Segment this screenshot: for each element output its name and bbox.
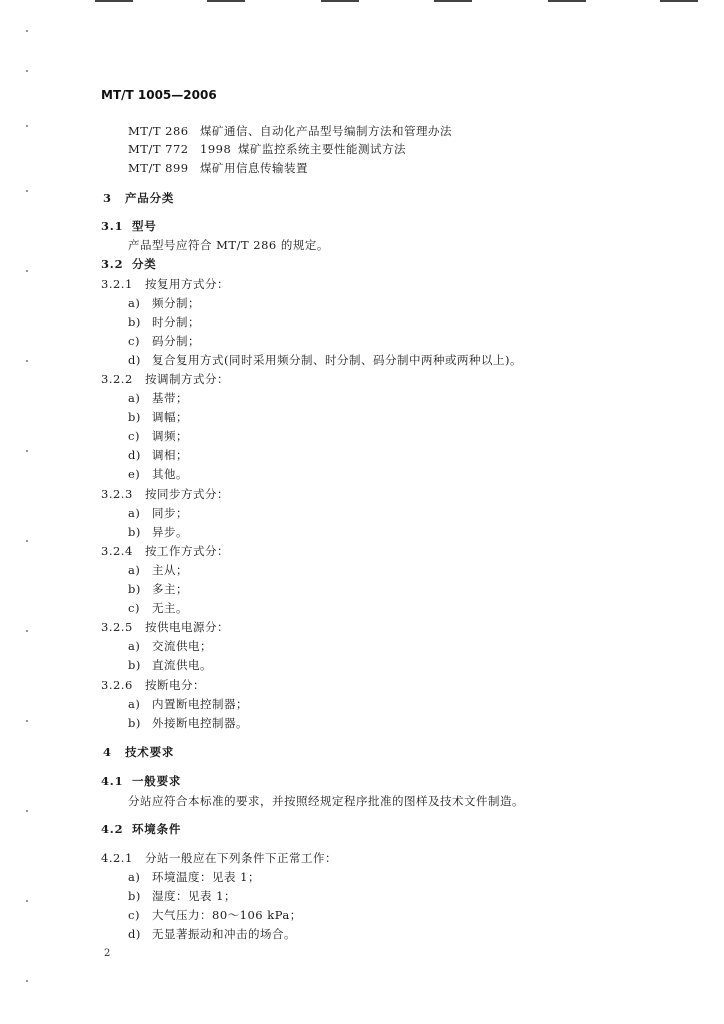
- section-3-2-4-heading: 3.2.4 按工作方式分：: [101, 544, 229, 558]
- list-item: b) 直流供电。: [128, 658, 212, 672]
- top-edge-mark-2: [207, 0, 245, 2]
- list-item: e) 其他。: [128, 467, 188, 481]
- list-item: b) 多主；: [128, 582, 188, 596]
- section-4-1-text: 分站应符合本标准的要求，并按照经规定程序批准的图样及技术文件制造。: [128, 794, 524, 808]
- ref-3: MT/T 899 煤矿用信息传输装置: [128, 161, 308, 175]
- list-item: a) 交流供电；: [128, 639, 212, 653]
- scan-margin-dots: [24, 30, 30, 1010]
- list-item: d) 无显著振动和冲击的场合。: [128, 927, 296, 941]
- top-edge-mark-4: [434, 0, 472, 2]
- list-item: c) 无主。: [128, 601, 188, 615]
- section-3-heading: 3 产品分类: [103, 191, 175, 205]
- list-item: c) 码分制；: [128, 334, 200, 348]
- list-item: a) 基带；: [128, 391, 188, 405]
- list-item: c) 大气压力：80～106 kPa；: [128, 908, 302, 922]
- section-4-2-heading: 4.2 环境条件: [101, 822, 182, 836]
- top-edge-mark-3: [321, 0, 359, 2]
- section-3-2-6-heading: 3.2.6 按断电分：: [101, 678, 205, 692]
- section-3-2-1-heading: 3.2.1 按复用方式分：: [101, 277, 229, 291]
- list-item: a) 主从；: [128, 563, 188, 577]
- section-3-2-5-heading: 3.2.5 按供电电源分：: [101, 620, 229, 634]
- list-item: b) 时分制；: [128, 315, 200, 329]
- list-item: b) 外接断电控制器。: [128, 716, 248, 730]
- section-4-1-heading: 4.1 一般要求: [101, 774, 182, 788]
- section-4-2-1-heading: 4.2.1 分站一般应在下列条件下正常工作：: [101, 851, 337, 865]
- list-item: a) 内置断电控制器；: [128, 697, 248, 711]
- section-3-2-heading: 3.2 分类: [101, 257, 157, 271]
- list-item: b) 湿度：见表 1；: [128, 889, 236, 903]
- section-3-2-3-heading: 3.2.3 按同步方式分：: [101, 487, 229, 501]
- section-4-heading: 4 技术要求: [103, 745, 175, 759]
- list-item: d) 复合复用方式(同时采用频分制、时分制、码分制中两种或两种以上)。: [128, 353, 522, 367]
- list-item: b) 异步。: [128, 525, 188, 539]
- document-header: MT/T 1005—2006: [101, 88, 217, 102]
- ref-1: MT/T 286 煤矿通信、自动化产品型号编制方法和管理办法: [128, 124, 452, 138]
- page-number: 2: [104, 948, 111, 959]
- ref-2: MT/T 772 1998 煤矿监控系统主要性能测试方法: [128, 142, 406, 156]
- top-edge-mark-6: [660, 0, 698, 2]
- top-edge-mark-1: [95, 0, 133, 2]
- list-item: a) 同步；: [128, 506, 188, 520]
- list-item: a) 环境温度：见表 1；: [128, 870, 260, 884]
- top-edge-mark-5: [548, 0, 586, 2]
- list-item: d) 调相；: [128, 448, 188, 462]
- section-3-1-heading: 3.1 型号: [101, 219, 157, 233]
- list-item: a) 频分制；: [128, 296, 200, 310]
- section-3-2-2-heading: 3.2.2 按调制方式分：: [101, 372, 229, 386]
- section-3-1-text: 产品型号应符合 MT/T 286 的规定。: [128, 238, 329, 252]
- list-item: c) 调频；: [128, 429, 188, 443]
- list-item: b) 调幅；: [128, 410, 188, 424]
